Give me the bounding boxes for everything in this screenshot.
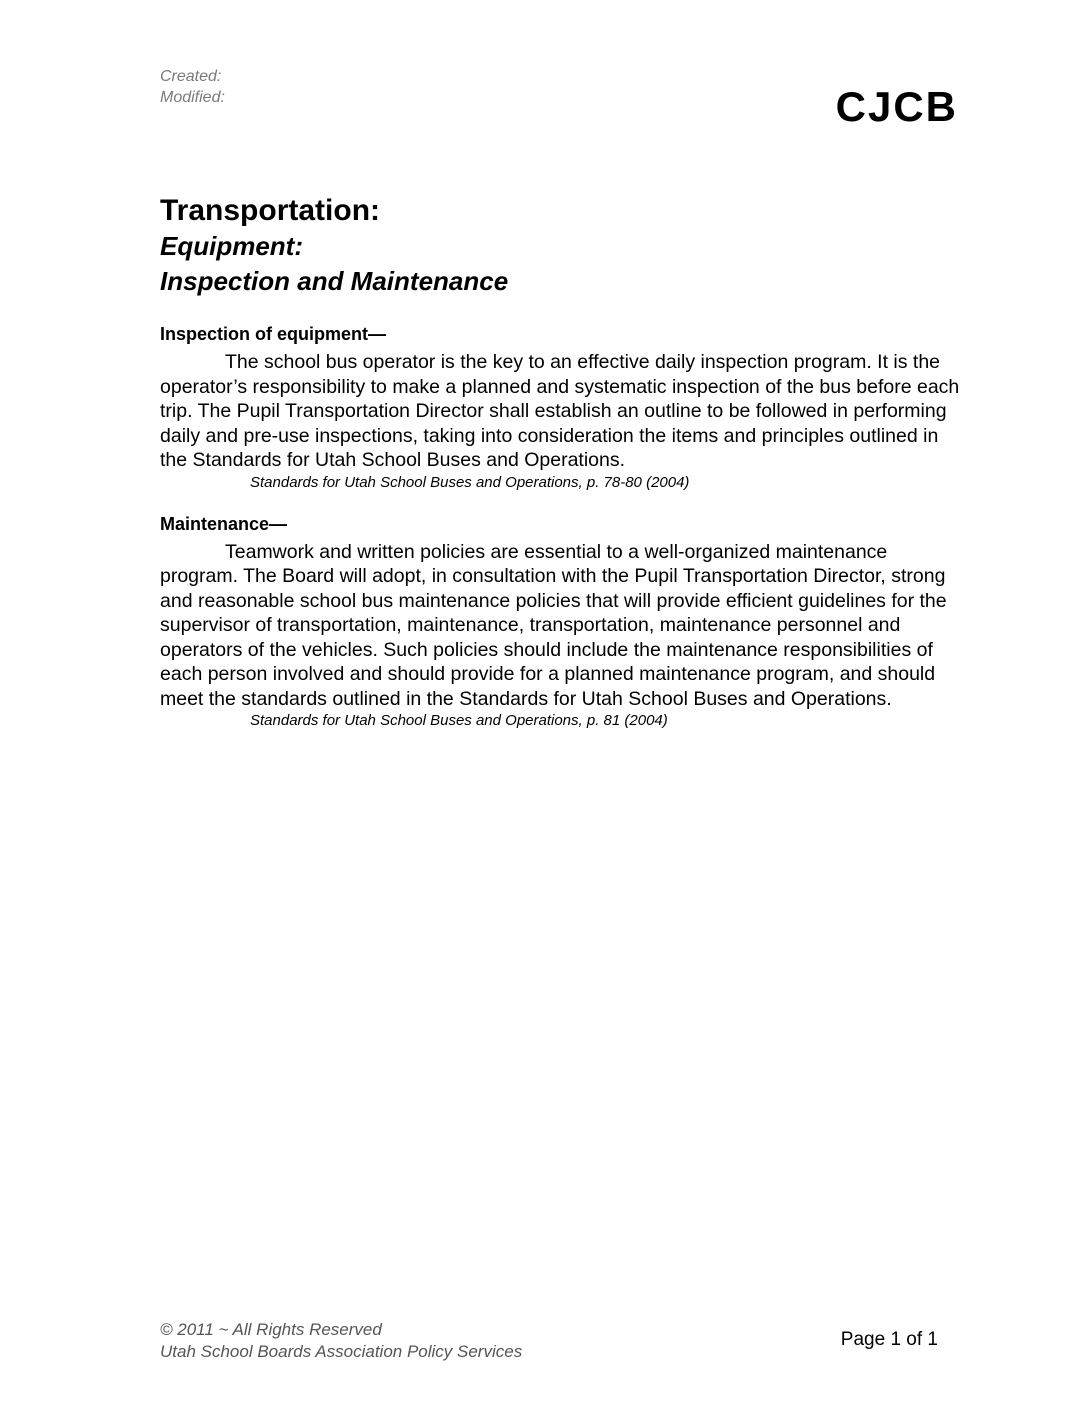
document-metadata: [160, 66, 225, 108]
document-body: [160, 321, 960, 731]
section-citation: Standards for Utah School Buses and Operations, p. 81 (2004): [250, 712, 668, 729]
section-paragraph: Teamwork and written policies are essential to a well-organized maintenance program. The Board will adopt, in consultation with the Pupil Transportation Director, strong and reasonable school bus maintenance policies that will provide efficient guidelines for the supervisor of transportation, maintenance, transportation, maintenance personnel and operators of the vehicles. Such policies should include the maintenance responsibilities of each person involved and should provide for a planned maintenance program, and should meet the standards outlined in the Standards for Utah School Buses and Operations.: [160, 540, 947, 710]
section-paragraph: The school bus operator is the key to an effective daily inspection program. It is the operator’s responsibility to make a planned and systematic inspection of the bus before each trip. The Pupil Transportation Director shall establish an outline to be followed in performing daily and pre-use inspections, taking into consideration the items and principles outlined in the Standards for Utah School Buses and Operations.: [160, 351, 960, 471]
created-label: Created:: [160, 68, 222, 85]
section-heading: Maintenance—: [160, 513, 288, 534]
page-title: Transportation:: [160, 194, 381, 227]
page-indicator: Page 1 of 1: [840, 1329, 938, 1350]
footer-copyright-block: [160, 1319, 522, 1363]
subtitle-inspection-maintenance: Inspection and Maintenance: [160, 266, 509, 296]
modified-label: Modified:: [160, 89, 225, 106]
section-inspection: [160, 321, 960, 493]
organization-text: Utah School Boards Association Policy Services: [160, 1342, 523, 1361]
section-maintenance: [160, 511, 960, 732]
section-citation: Standards for Utah School Buses and Operations, p. 78-80 (2004): [250, 473, 690, 491]
section-heading: Inspection of equipment—: [160, 324, 387, 344]
document-titles: [160, 193, 960, 299]
subtitle-equipment: Equipment:: [160, 231, 303, 261]
policy-code: CJCB: [835, 83, 958, 130]
copyright-text: © 2011 ~ All Rights Reserved: [160, 1320, 382, 1339]
